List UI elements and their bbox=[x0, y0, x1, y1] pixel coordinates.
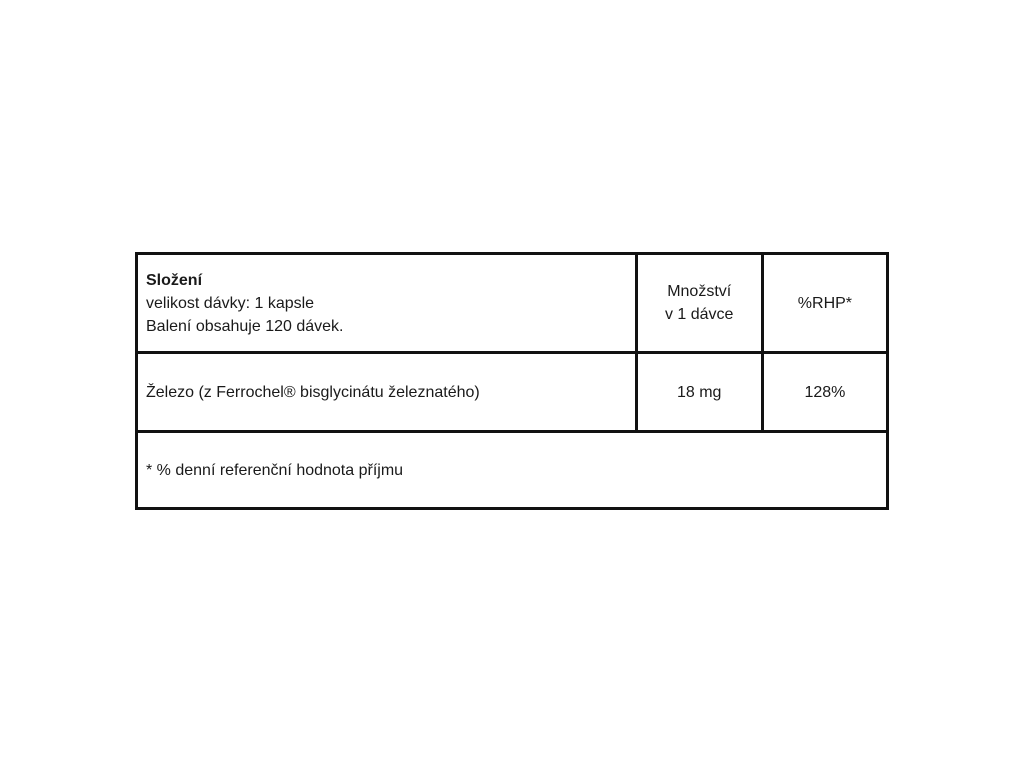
table-header-row bbox=[137, 254, 888, 353]
amount-cell bbox=[636, 353, 762, 432]
footnote-text: * % denní referenční hodnota příjmu bbox=[146, 461, 404, 479]
composition-title: Složení bbox=[146, 271, 203, 289]
rhp-cell bbox=[762, 353, 887, 432]
footnote-cell bbox=[137, 432, 888, 509]
amount-heading-cell bbox=[636, 254, 762, 353]
footnote-row bbox=[137, 432, 888, 509]
table-row bbox=[137, 353, 888, 432]
ingredient-rhp: 128% bbox=[804, 383, 846, 401]
ingredient-cell bbox=[137, 353, 637, 432]
composition-cell bbox=[137, 254, 637, 353]
amount-heading-line2: v 1 dávce bbox=[664, 306, 734, 323]
ingredient-name: Železo (z Ferrochel® bisglycinátu železnatého) bbox=[146, 383, 480, 401]
ingredient-amount: 18 mg bbox=[676, 383, 722, 401]
servings-per-pack: Balení obsahuje 120 dávek. bbox=[146, 317, 344, 335]
rhp-heading: %RHP* bbox=[797, 294, 853, 312]
serving-size: velikost dávky: 1 kapsle bbox=[146, 294, 315, 312]
amount-heading-line1: Množství bbox=[667, 283, 732, 300]
supplement-facts-table bbox=[135, 252, 889, 510]
rhp-heading-cell bbox=[762, 254, 887, 353]
